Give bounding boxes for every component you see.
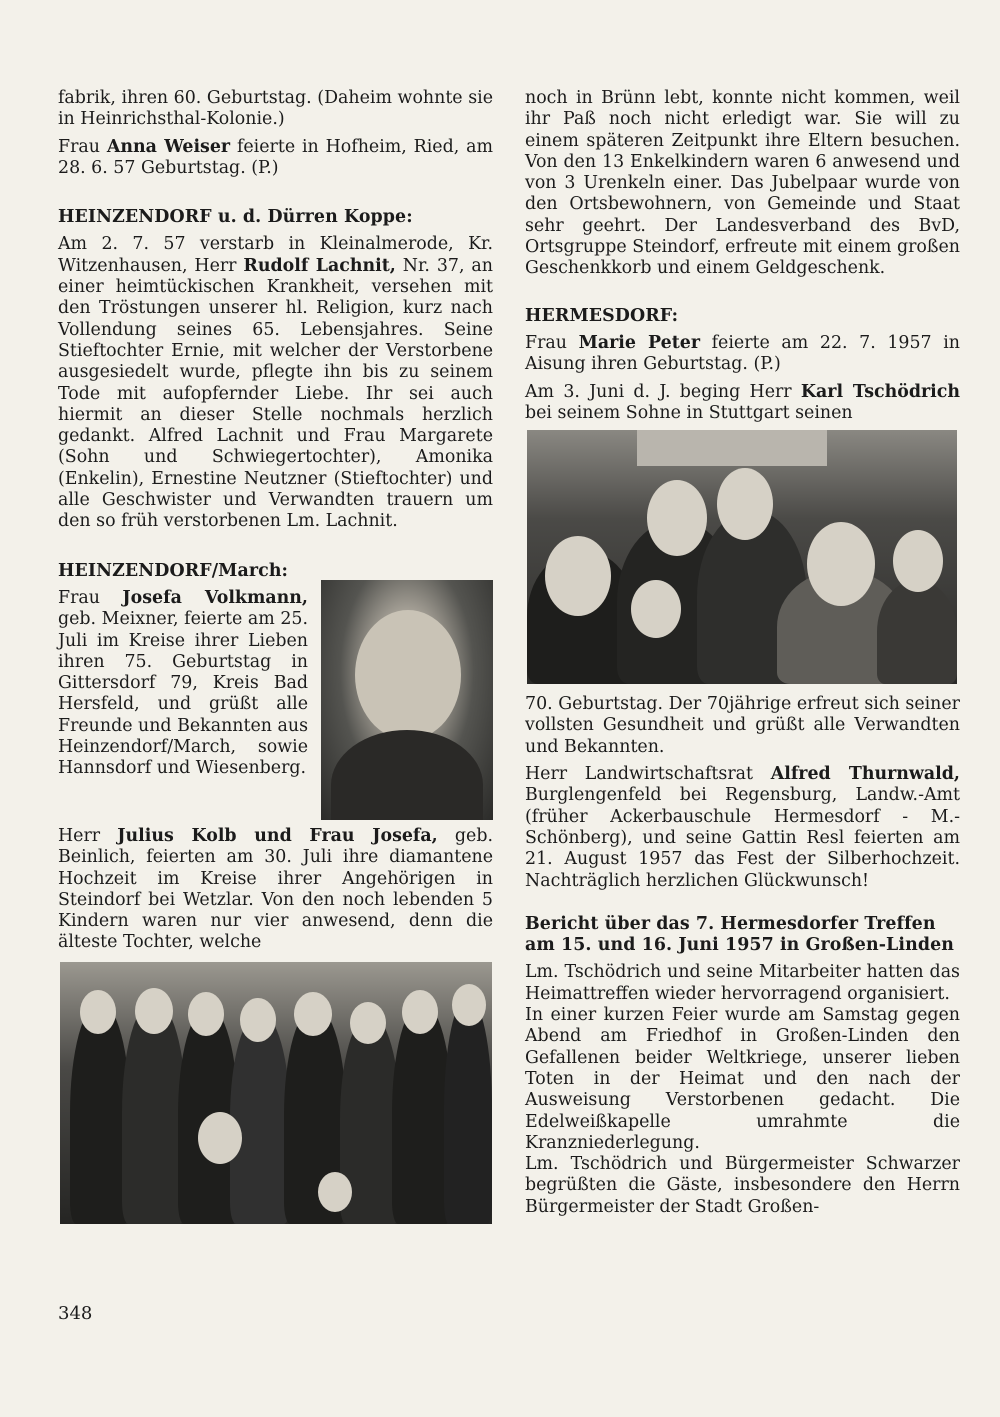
paragraph: Frau Anna Weiser feierte in Hofheim, Ried, am 28. 6. 57 Geburtstag. (P.) xyxy=(58,136,493,178)
paragraph: 70. Geburtstag. Der 70jährige erfreut sich seiner vollsten Gesundheit und grüßt alle Verwandten und Bekannten. xyxy=(525,694,960,757)
paragraph: Am 2. 7. 57 verstarb in Kleinalmerode, Kr. Witzenhausen, Herr Rudolf Lachnit, Nr. 37, an einer heimtückischen Krankheit, versehen mit den Tröstungen unserer hl. Religion, kurz nach Vollendung seines 65. Lebensjahres. Seine Stieftochter Ernie, mit welcher der Verstorbene ausgesiedelt wurde, pflegte ihn bis zu seinem Tode mit aufopfernder Liebe. Ihr sei auch hiermit an dieser Stelle nochmals herzlich gedankt. Alfred Lachnit und Frau Margarete (Sohn und Schwiegertochter), Amonika (Enkelin), Ernestine Neutzner (Stieftochter) und alle Geschwister und Verwandten trauern um den so früh verstorbenen Lm. Lachnit. xyxy=(58,234,493,532)
paragraph: Frau Josefa Volkmann, geb. Meixner, feierte am 25. Juli im Kreise ihrer Lieben ihren 75. Geburtstag in Gittersdorf 79, Kreis Bad Hersfeld, und grüßt alle Freunde und Bekannten aus Heinzendorf/March, sowie Hannsdorf und Wiesenberg. xyxy=(58,587,308,779)
family-photo xyxy=(527,430,957,684)
section-heading: Bericht über das 7. Hermesdorfer Treffen am 15. und 16. Juni 1957 in Großen-Linden xyxy=(525,913,954,956)
left-column xyxy=(58,88,493,1234)
right-column xyxy=(525,88,960,1224)
section-heading: HEINZENDORF/March: xyxy=(58,560,289,581)
paragraph: Herr Julius Kolb und Frau Josefa, geb. Beinlich, feierten am 30. Juli ihre diamantene Hochzeit im Kreise ihrer Angehörigen in Steindorf bei Wetzlar. Von den noch lebenden 5 Kindern waren nur vier anwesend, denn die älteste Tochter, welche xyxy=(58,825,493,953)
paragraph: Lm. Tschödrich und Bürgermeister Schwarzer begrüßten die Gäste, insbesondere den Herrn Bürgermeister der Stadt Großen- xyxy=(525,1154,960,1217)
portrait-photo xyxy=(321,580,493,820)
paragraph: Lm. Tschödrich und seine Mitarbeiter hatten das Heimattreffen wieder hervorragend organisiert. xyxy=(525,962,960,1004)
paragraph: Am 3. Juni d. J. beging Herr Karl Tschödrich bei seinem Sohne in Stuttgart seinen xyxy=(525,381,960,423)
paragraph: noch in Brünn lebt, konnte nicht kommen, weil ihr Paß noch nicht erledigt war. Sie will zu einem späteren Zeitpunkt ihre Eltern besuchen. Von den 13 Enkelkindern waren 6 anwesend und von 3 Urenkeln einer. Das Jubelpaar wurde von den Ortsbewohnern, von Gemeinde und Staat sehr geehrt. Der Landesverband des BvD, Ortsgruppe Steindorf, erfreute mit einem großen Geschenkkorb und einem Geldgeschenk. xyxy=(525,88,960,279)
paragraph: In einer kurzen Feier wurde am Samstag gegen Abend am Friedhof in Großen-Linden den Gefallenen beider Weltkriege, unserer lieben Toten in der Heimat und den nach der Ausweisung Verstorbenen gedacht. Die Edelweißkapelle umrahmte die Kranzniederlegung. xyxy=(525,1005,960,1153)
section-heading: HERMESDORF: xyxy=(525,305,679,326)
paragraph: Frau Marie Peter feierte am 22. 7. 1957 in Aisung ihren Geburtstag. (P.) xyxy=(525,332,960,375)
page-number: 348 xyxy=(58,1303,93,1324)
section-heading: HEINZENDORF u. d. Dürren Koppe: xyxy=(58,207,413,228)
group-photo xyxy=(60,962,492,1224)
portrait-block xyxy=(58,588,493,820)
paragraph: Herr Landwirtschaftsrat Alfred Thurnwald, Burglengenfeld bei Regensburg, Landw.-Amt (früher Ackerbauschule Hermesdorf - M.-Schönberg), und seine Gattin Resl feierten am 21. August 1957 das Fest der Silberhochzeit. Nachträglich herzlichen Glückwunsch! xyxy=(525,764,960,891)
paragraph: fabrik, ihren 60. Geburtstag. (Daheim wohnte sie in Heinrichsthal-Kolonie.) xyxy=(58,88,493,130)
